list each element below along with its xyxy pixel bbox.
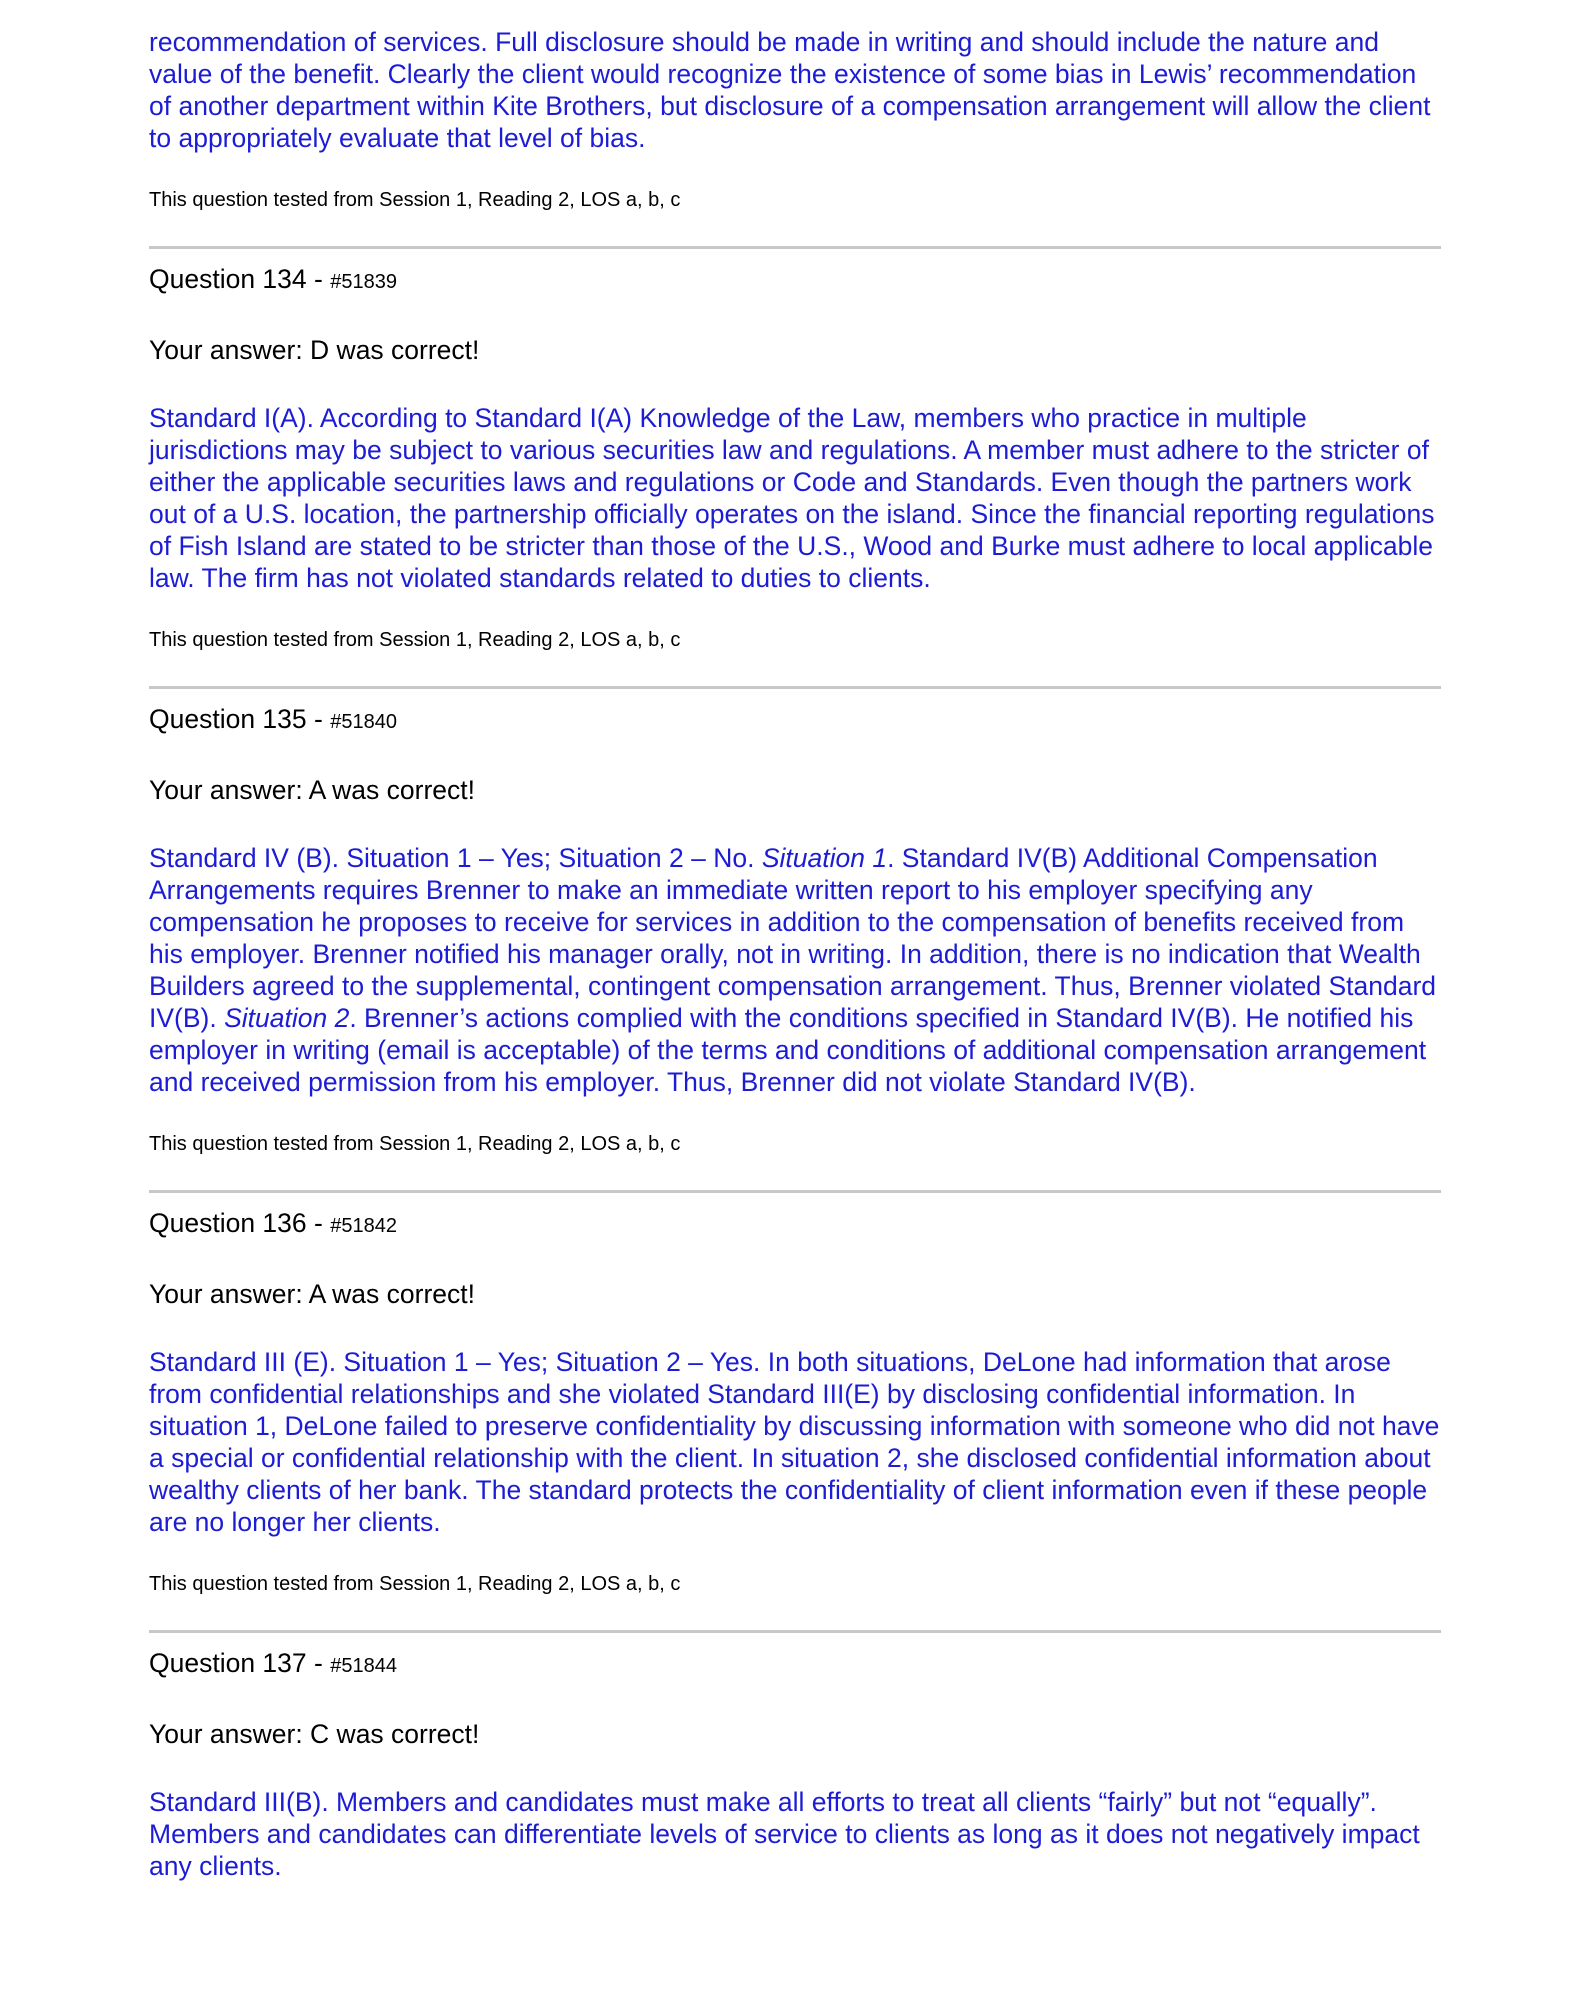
explanation-text: Standard III (E). Situation 1 – Yes; Situation 2 – Yes. In both situations, DeLone had information that arose from confidential relationships and she violated Standard III(E) by disclosing confidential information. In situation 1, DeLone failed to preserve confidentiality by discussing information with someone who did not have a special or confidential relationship with the client. In situation 2, she disclosed confidential information about wealthy clients of her bank. The standard protects the confidentiality of client information even if these people are no longer her clients. bbox=[149, 1347, 1440, 1537]
question-heading bbox=[149, 1647, 1441, 1682]
situation-label: Situation 2 bbox=[224, 1003, 350, 1033]
explanation-text: Standard I(A). According to Standard I(A) Knowledge of the Law, members who practice in multiple jurisdictions may be subject to various securities law and regulations. A member must adhere to the stricter of either the applicable securities laws and regulations or Code and Standards. Even though the partners work out of a U.S. location, the partnership officially operates on the island. Since the financial reporting regulations of Fish Island are stated to be stricter than those of the U.S., Wood and Burke must adhere to local applicable law. The firm has not violated standards related to duties to clients. bbox=[149, 403, 1435, 593]
question-title: Question 135 - bbox=[149, 704, 331, 734]
question-id: #51842 bbox=[330, 1215, 397, 1237]
question-id: #51840 bbox=[330, 711, 397, 733]
question-heading bbox=[149, 1207, 1441, 1242]
explanation-segment: . Standard IV(B) Additional Compensation Arrangements requires Brenner to make an immediate written report to his employer specifying any compensation he proposes to receive for services in addition to the compensation of benefits received from his employer. Brenner notified his manager orally, not in writing. In addition, there is no indication that Wealth Builders agreed to the supplemental, contingent compensation arrangement. Thus, Brenner violated Standard IV(B). bbox=[149, 843, 1437, 1033]
question-title: Question 136 - bbox=[149, 1208, 331, 1238]
question-heading bbox=[149, 703, 1441, 738]
answer-result: Your answer: C was correct! bbox=[149, 1719, 480, 1749]
explanation-text: recommendation of services. Full disclosure should be made in writing and should include the nature and value of the benefit. Clearly the client would recognize the existence of some bias in Lewis’ recommendation of another department within Kite Brothers, but disclosure of a compensation arrangement will allow the client to appropriately evaluate that level of bias. bbox=[149, 27, 1431, 153]
explanation-text: Standard III(B). Members and candidates must make all efforts to treat all clients “fairly” but not “equally”. Members and candidates can differentiate levels of service to clients as long as it does not negatively impact any clients. bbox=[149, 1787, 1420, 1881]
los-reference: This question tested from Session 1, Reading 2, LOS a, b, c bbox=[149, 629, 681, 651]
situation-label: Situation 1 bbox=[761, 843, 888, 873]
los-reference: This question tested from Session 1, Reading 2, LOS a, b, c bbox=[149, 1573, 681, 1595]
question-heading bbox=[149, 263, 1441, 298]
question-title: Question 134 - bbox=[149, 264, 331, 294]
answer-result: Your answer: D was correct! bbox=[149, 335, 480, 365]
explanation-segment: Standard IV (B). Situation 1 – Yes; Situation 2 – No. bbox=[149, 843, 762, 873]
document-page bbox=[149, 26, 1441, 1882]
los-reference: This question tested from Session 1, Reading 2, LOS a, b, c bbox=[149, 1133, 681, 1155]
question-id: #51844 bbox=[330, 1655, 397, 1677]
explanation-text bbox=[149, 842, 1441, 1098]
question-title: Question 137 - bbox=[149, 1648, 331, 1678]
answer-result: Your answer: A was correct! bbox=[149, 775, 476, 805]
answer-result: Your answer: A was correct! bbox=[149, 1279, 476, 1309]
explanation-segment: . Brenner’s actions complied with the conditions specified in Standard IV(B). He notified his employer in writing (email is acceptable) of the terms and conditions of additional compensation arrangement and received permission from his employer. Thus, Brenner did not violate Standard IV(B). bbox=[149, 1003, 1427, 1097]
question-id: #51839 bbox=[330, 271, 397, 293]
los-reference: This question tested from Session 1, Reading 2, LOS a, b, c bbox=[149, 189, 681, 211]
